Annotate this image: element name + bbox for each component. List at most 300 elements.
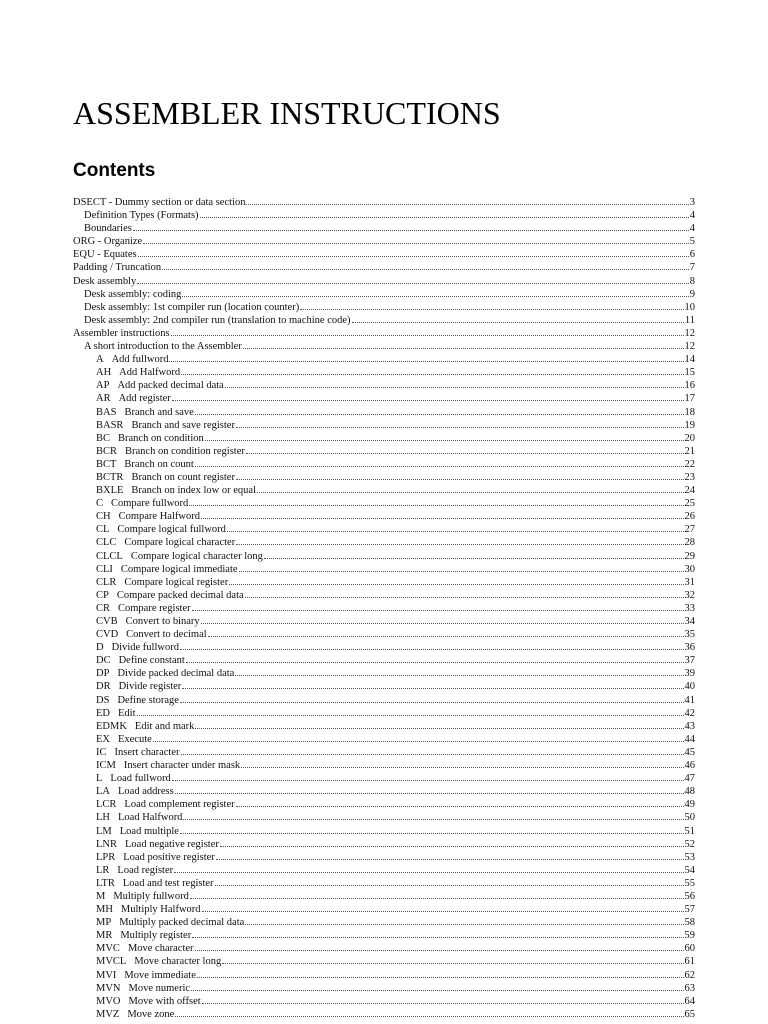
toc-page-number: 37 [684, 655, 695, 667]
toc-entry-description: Branch on condition register [125, 445, 245, 457]
toc-entry-description: Convert to decimal [126, 629, 207, 641]
toc-entry-code: CR [96, 602, 111, 614]
toc-entry-description: Load fullword [110, 773, 171, 785]
toc-entry-title [96, 484, 256, 496]
toc-dot-leader [192, 601, 684, 611]
toc-dot-leader [236, 418, 684, 428]
toc-dot-leader [181, 365, 683, 375]
toc-entry-title: Boundaries [84, 223, 132, 235]
toc-entry-description: Add packed decimal data [117, 380, 224, 392]
toc-entry[interactable] [73, 260, 695, 273]
toc-entry[interactable] [73, 208, 695, 221]
toc-entry-description: Edit and mark [134, 720, 195, 732]
toc-page-number: 9 [689, 288, 695, 300]
toc-entry[interactable] [73, 902, 695, 915]
toc-entry-code: CLR [96, 576, 117, 588]
toc-dot-leader [137, 706, 684, 716]
toc-page-number: 22 [684, 458, 695, 470]
toc-entry-title [96, 432, 204, 444]
toc-entry-code: MVCL [96, 956, 127, 968]
toc-dot-leader [137, 274, 688, 284]
toc-entry[interactable] [73, 876, 695, 889]
toc-dot-leader [195, 719, 683, 729]
toc-entry-title: A short introduction to the Assembler [84, 341, 242, 353]
toc-page-number: 18 [684, 406, 695, 418]
toc-page-number: 28 [684, 537, 695, 549]
toc-dot-leader [208, 627, 684, 637]
toc-page-number: 17 [684, 393, 695, 405]
toc-entry[interactable] [73, 810, 695, 823]
toc-page-number: 51 [684, 825, 695, 837]
toc-dot-leader [202, 994, 684, 1004]
toc-page-number: 25 [684, 498, 695, 510]
toc-entry-title [96, 955, 221, 967]
toc-entry-code: AH [96, 367, 112, 379]
toc-entry[interactable] [73, 666, 695, 679]
toc-entry-title [96, 680, 181, 692]
toc-entry[interactable] [73, 1007, 695, 1020]
toc-entry[interactable] [73, 745, 695, 758]
toc-entry-description: Compare fullword [111, 498, 189, 510]
toc-entry-title [96, 392, 171, 404]
toc-dot-leader [229, 575, 683, 585]
toc-entry[interactable] [73, 797, 695, 810]
toc-entry[interactable] [73, 719, 695, 732]
toc-dot-leader [175, 1007, 683, 1017]
toc-entry[interactable] [73, 706, 695, 719]
toc-entry-code: M [96, 890, 106, 902]
toc-entry-description: Branch on condition [118, 432, 204, 444]
toc-dot-leader [205, 431, 684, 441]
toc-page-number: 36 [684, 642, 695, 654]
toc-entry-code: LR [96, 864, 110, 876]
toc-entry-code: EX [96, 733, 110, 745]
toc-entry-code: CLCL [96, 550, 123, 562]
toc-dot-leader [181, 745, 684, 755]
toc-page-number: 19 [684, 419, 695, 431]
toc-entry-title [96, 772, 171, 784]
toc-entry-code: MVC [96, 943, 120, 955]
toc-page-number: 57 [684, 904, 695, 916]
toc-dot-leader [201, 614, 684, 624]
toc-dot-leader [264, 549, 684, 559]
toc-entry[interactable] [73, 889, 695, 902]
toc-entry[interactable] [73, 418, 695, 431]
toc-entry-description: Compare packed decimal data [116, 589, 244, 601]
toc-entry[interactable] [73, 431, 695, 444]
toc-entry-code: CP [96, 589, 109, 601]
toc-entry-title [96, 903, 201, 915]
toc-page-number: 24 [684, 485, 695, 497]
toc-dot-leader [153, 732, 684, 742]
toc-page-number: 45 [684, 746, 695, 758]
toc-dot-leader [197, 968, 684, 978]
toc-entry-title: Definition Types (Formats) [84, 210, 199, 222]
toc-page-number: 49 [684, 799, 695, 811]
toc-entry-code: BXLE [96, 485, 124, 497]
toc-entry[interactable] [73, 326, 695, 339]
toc-entry[interactable] [73, 509, 695, 522]
toc-entry-title [96, 445, 245, 457]
toc-entry-description: Divide packed decimal data [117, 668, 235, 680]
toc-entry-title [96, 929, 191, 941]
toc-entry[interactable] [73, 928, 695, 941]
document-title: ASSEMBLER INSTRUCTIONS [73, 95, 501, 131]
toc-entry[interactable] [73, 391, 695, 404]
toc-entry-title [96, 654, 185, 666]
toc-dot-leader [245, 915, 683, 925]
toc-entry-title [96, 563, 238, 575]
toc-entry-code: LM [96, 825, 112, 837]
toc-dot-leader [257, 483, 684, 493]
toc-entry[interactable] [73, 614, 695, 627]
toc-dot-leader [236, 797, 684, 807]
toc-entry-description: Load multiple [119, 825, 179, 837]
toc-page-number: 21 [684, 445, 695, 457]
toc-entry[interactable] [73, 457, 695, 470]
toc-entry-title [96, 641, 179, 653]
toc-dot-leader [195, 941, 684, 951]
toc-entry-title [96, 707, 136, 719]
toc-dot-leader [186, 653, 684, 663]
toc-entry-code: ED [96, 707, 110, 719]
toc-entry-description: Divide fullword [111, 642, 179, 654]
toc-dot-leader [239, 562, 684, 572]
toc-dot-leader [172, 771, 684, 781]
toc-entry-code: LTR [96, 877, 115, 889]
toc-entry-title [96, 536, 235, 548]
toc-entry[interactable] [73, 470, 695, 483]
toc-page-number: 30 [684, 563, 695, 575]
toc-entry-description: Load negative register [125, 838, 219, 850]
toc-entry-description: Compare register [118, 602, 191, 614]
toc-entry[interactable] [73, 313, 695, 326]
toc-entry-code: BAS [96, 406, 117, 418]
toc-entry-title [96, 825, 179, 837]
toc-entry-code: L [96, 773, 103, 785]
toc-entry-description: Branch and save register [131, 419, 235, 431]
toc-entry-description: Add fullword [111, 354, 169, 366]
toc-entry-description: Define constant [118, 655, 185, 667]
toc-dot-leader [175, 784, 684, 794]
toc-page-number: 39 [684, 668, 695, 680]
toc-page-number: 54 [684, 864, 695, 876]
toc-entry[interactable] [73, 575, 695, 588]
toc-entry-code: MVO [96, 995, 121, 1007]
toc-dot-leader [225, 378, 684, 388]
toc-entry-title [96, 458, 194, 470]
toc-entry[interactable] [73, 954, 695, 967]
toc-page-number: 62 [684, 969, 695, 981]
toc-page-number: 4 [689, 223, 695, 235]
toc-entry-description: Branch on count [124, 458, 194, 470]
toc-page-number: 31 [684, 576, 695, 588]
toc-page-number: 16 [684, 380, 695, 392]
toc-entry[interactable] [73, 274, 695, 287]
toc-entry[interactable] [73, 195, 695, 208]
toc-page-number: 14 [684, 354, 695, 366]
toc-page-number: 64 [684, 995, 695, 1007]
toc-entry-description: Load and test register [122, 877, 214, 889]
toc-entry[interactable] [73, 405, 695, 418]
toc-entry-description: Multiply register [120, 930, 192, 942]
toc-entry-description: Move character long [134, 956, 222, 968]
toc-dot-leader [180, 693, 684, 703]
toc-entry-description: Load Halfword [118, 812, 183, 824]
toc-page-number: 32 [684, 589, 695, 601]
toc-entry-description: Insert character [114, 746, 180, 758]
toc-entry-code: CVB [96, 616, 118, 627]
toc-entry[interactable] [73, 758, 695, 771]
toc-dot-leader [183, 810, 683, 820]
toc-entry-code: MVZ [96, 1008, 120, 1020]
toc-entry[interactable] [73, 300, 695, 313]
toc-entry[interactable] [73, 496, 695, 509]
toc-entry-code: MP [96, 917, 112, 929]
toc-entry-code: LA [96, 786, 110, 798]
toc-entry[interactable] [73, 601, 695, 614]
toc-entry-description: Insert character under mask [123, 760, 241, 772]
toc-entry-title [96, 523, 226, 535]
toc-entry-description: Branch and save [124, 406, 194, 418]
toc-entry[interactable] [73, 850, 695, 863]
toc-dot-leader [220, 837, 684, 847]
toc-page-number: 29 [684, 550, 695, 562]
toc-entry[interactable] [73, 483, 695, 496]
toc-dot-leader [200, 208, 689, 218]
toc-entry-description: Branch on index low or equal [131, 485, 256, 497]
toc-entry-description: Add register [118, 393, 171, 405]
toc-entry-code: MR [96, 930, 113, 942]
toc-entry-title [96, 942, 194, 954]
toc-entry-title [96, 851, 215, 863]
toc-entry-code: BCR [96, 445, 118, 457]
toc-page-number: 3 [689, 197, 695, 208]
toc-entry-title: Desk assembly: 2nd compiler run (translation to machine code) [84, 314, 351, 326]
toc-entry-title [96, 667, 234, 679]
toc-entry-title [96, 1008, 174, 1020]
toc-entry-description: Compare logical register [124, 576, 229, 588]
toc-page-number: 46 [684, 760, 695, 772]
toc-entry-title [96, 602, 191, 614]
toc-entry[interactable] [73, 653, 695, 666]
toc-page-number: 33 [684, 602, 695, 614]
toc-entry[interactable] [73, 287, 695, 300]
toc-entry-title [96, 379, 224, 391]
toc-dot-leader [191, 981, 683, 991]
toc-entry[interactable] [73, 837, 695, 850]
toc-page-number: 15 [684, 367, 695, 379]
toc-page-number: 63 [684, 982, 695, 994]
toc-entry[interactable] [73, 863, 695, 876]
toc-entry[interactable] [73, 824, 695, 837]
toc-entry-code: LNR [96, 838, 117, 850]
toc-entry[interactable] [73, 535, 695, 548]
toc-entry-code: DC [96, 655, 111, 667]
toc-entry-title [96, 759, 240, 771]
toc-dot-leader [246, 444, 684, 454]
toc-entry-description: Compare logical character [124, 537, 236, 549]
toc-entry-description: Move numeric [128, 982, 191, 994]
toc-entry-title: Desk assembly [73, 275, 137, 287]
toc-dot-leader [202, 902, 684, 912]
toc-page-number: 50 [684, 812, 695, 824]
toc-entry[interactable] [73, 234, 695, 247]
toc-entry-code: LH [96, 812, 110, 824]
toc-dot-leader [215, 876, 684, 886]
toc-page-number: 11 [684, 314, 695, 326]
toc-entry-code: MVI [96, 969, 117, 981]
toc-entry-code: DR [96, 681, 111, 693]
toc-entry[interactable] [73, 784, 695, 797]
toc-entry-title [96, 969, 196, 981]
toc-entry-title: Desk assembly: 1st compiler run (location counter) [84, 301, 300, 313]
toc-entry-title [96, 419, 235, 431]
toc-dot-leader [180, 640, 684, 650]
toc-entry[interactable] [73, 981, 695, 994]
toc-entry-code: BCTR [96, 471, 124, 483]
toc-entry-code: LPR [96, 851, 116, 863]
toc-entry-description: Add Halfword [119, 367, 181, 379]
toc-entry[interactable] [73, 549, 695, 562]
toc-entry-code: AR [96, 393, 111, 405]
toc-page-number: 65 [684, 1008, 695, 1020]
toc-entry-title: EQU - Equates [73, 249, 137, 261]
toc-dot-leader [243, 339, 684, 349]
toc-dot-leader [241, 758, 683, 768]
toc-page-number: 12 [684, 341, 695, 353]
toc-entry-title [96, 864, 173, 876]
toc-dot-leader [133, 221, 689, 231]
toc-entry-title [96, 366, 180, 378]
toc-entry[interactable] [73, 562, 695, 575]
toc-dot-leader [246, 195, 688, 205]
toc-entry-description: Load register [117, 864, 174, 876]
toc-entry[interactable] [73, 693, 695, 706]
toc-entry[interactable] [73, 247, 695, 260]
toc-entry-description: Edit [118, 707, 136, 719]
toc-page-number: 20 [684, 432, 695, 444]
toc-dot-leader [300, 300, 683, 310]
toc-entry-description: Load address [118, 786, 174, 798]
toc-entry[interactable] [73, 679, 695, 692]
toc-entry[interactable] [73, 522, 695, 535]
toc-entry-code: AP [96, 380, 110, 392]
toc-dot-leader [216, 850, 684, 860]
toc-entry[interactable] [73, 627, 695, 640]
toc-dot-leader [195, 457, 684, 467]
toc-entry-description: Move with offset [128, 995, 201, 1007]
toc-dot-leader [189, 496, 683, 506]
toc-entry[interactable] [73, 915, 695, 928]
toc-entry[interactable] [73, 588, 695, 601]
toc-page-number: 12 [684, 327, 695, 339]
toc-page-number: 8 [689, 275, 695, 287]
toc-entry-title: ORG - Organize [73, 236, 143, 248]
toc-page-number: 52 [684, 838, 695, 850]
toc-page-number: 7 [689, 262, 695, 274]
toc-page-number: 6 [689, 249, 695, 261]
toc-page-number: 43 [684, 720, 695, 732]
toc-entry-title [96, 785, 174, 797]
toc-entry-title [96, 406, 194, 418]
toc-entry-description: Compare logical fullword [117, 524, 226, 536]
toc-entry-title: Padding / Truncation [73, 262, 162, 274]
toc-entry-description: Move immediate [124, 969, 196, 981]
toc-entry-description: Move character [127, 943, 194, 955]
toc-entry[interactable] [73, 339, 695, 352]
toc-entry[interactable] [73, 732, 695, 745]
toc-dot-leader [143, 234, 689, 244]
toc-entry-description: Load complement register [124, 799, 235, 811]
toc-dot-leader [171, 326, 684, 336]
toc-entry-title [96, 589, 244, 601]
toc-entry-title: Assembler instructions [73, 327, 170, 339]
toc-entry[interactable] [73, 941, 695, 954]
toc-entry-code: LCR [96, 799, 117, 811]
toc-entry-title [96, 694, 179, 706]
toc-entry-code: DS [96, 694, 110, 706]
toc-page-number: 42 [684, 707, 695, 719]
toc-entry-description: Execute [118, 733, 152, 745]
toc-entry-title [96, 615, 200, 627]
toc-page-number: 41 [684, 694, 695, 706]
toc-entry-code: CLI [96, 563, 113, 575]
toc-entry-description: Compare logical character long [130, 550, 263, 562]
toc-page-number: 61 [684, 956, 695, 968]
toc-entry-code: ICM [96, 760, 116, 772]
toc-entry-description: Multiply packed decimal data [119, 917, 245, 929]
toc-entry[interactable] [73, 968, 695, 981]
toc-entry-description: Branch on count register [131, 471, 235, 483]
toc-entry-title: Desk assembly: coding [84, 288, 182, 300]
toc-entry-title [96, 838, 219, 850]
toc-page-number: 4 [689, 210, 695, 222]
toc-entry-title [96, 353, 168, 365]
toc-entry-title [96, 471, 235, 483]
toc-entry-code: MVN [96, 982, 121, 994]
toc-entry-title [96, 916, 244, 928]
toc-dot-leader [201, 509, 684, 519]
toc-page-number: 40 [684, 681, 695, 693]
toc-entry-code: EDMK [96, 720, 127, 732]
toc-dot-leader [182, 287, 688, 297]
toc-entry-title [96, 733, 152, 745]
toc-entry[interactable] [73, 771, 695, 784]
toc-page-number: 23 [684, 471, 695, 483]
toc-entry[interactable] [73, 352, 695, 365]
toc-entry[interactable] [73, 221, 695, 234]
toc-entry[interactable] [73, 378, 695, 391]
toc-entry-code: IC [96, 746, 107, 758]
toc-entry-code: MH [96, 904, 113, 916]
toc-entry-description: Load positive register [123, 851, 215, 863]
toc-entry-code: CLC [96, 537, 117, 549]
toc-entry-title [96, 550, 263, 562]
toc-page-number: 35 [684, 629, 695, 641]
toc-dot-leader [174, 863, 683, 873]
toc-entry-code: C [96, 498, 104, 510]
toc-entry[interactable] [73, 444, 695, 457]
toc-dot-leader [182, 679, 683, 689]
toc-entry[interactable] [73, 365, 695, 378]
toc-entry-description: Define storage [117, 694, 179, 706]
toc-entry-code: CL [96, 524, 110, 536]
toc-entry-description: Compare Halfword [118, 511, 200, 523]
toc-entry[interactable] [73, 640, 695, 653]
toc-page-number: 60 [684, 943, 695, 955]
toc-entry[interactable] [73, 994, 695, 1007]
